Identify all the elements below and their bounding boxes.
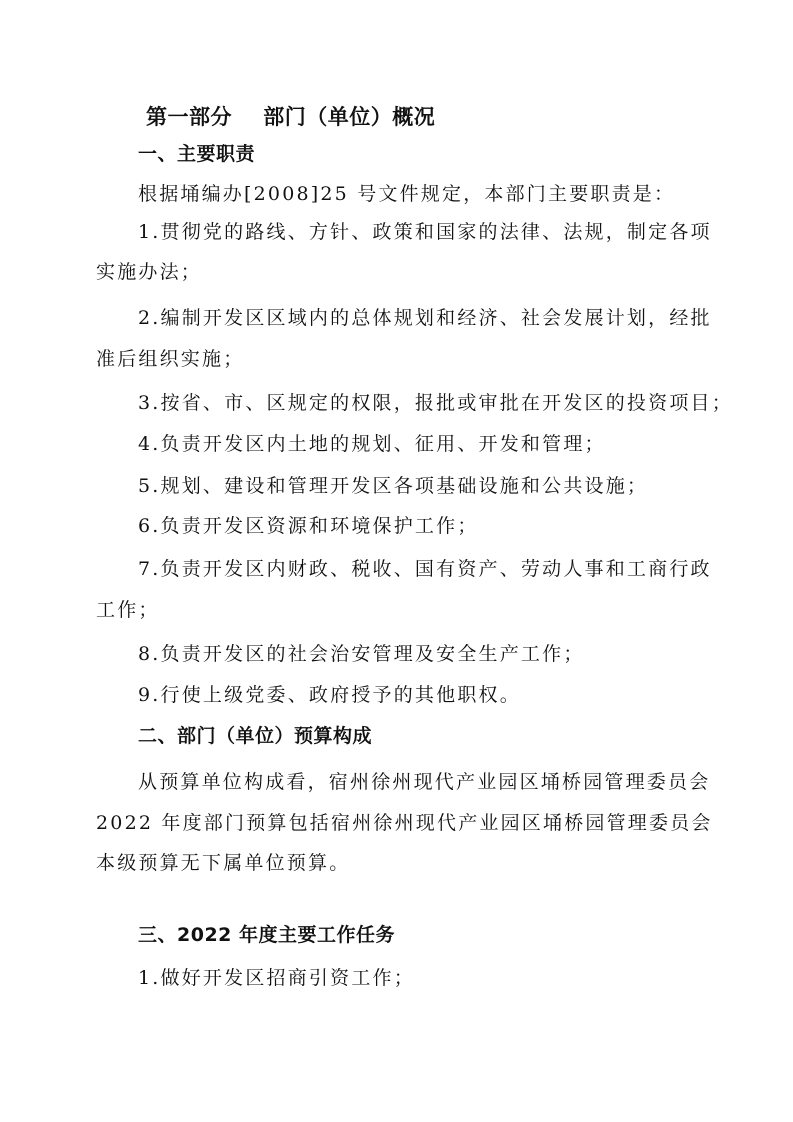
section-heading-budget-composition: 二、部门（单位）预算构成 [138,725,373,747]
duty-8: 8.负责开发区的社会治安管理及安全生产工作； [138,643,585,665]
duty-2-line-2: 准后组织实施； [96,348,245,370]
budget-composition-line-1: 从预算单位构成看，宿州徐州现代产业园区埇桥园管理委员会 [138,771,711,793]
duties-intro: 根据埇编办[2008]25 号文件规定，本部门主要职责是： [138,183,676,205]
duty-9: 9.行使上级党委、政府授予的其他职权。 [138,684,521,706]
page-title: 第一部分 部门（单位）概况 [146,105,436,129]
task-1: 1.做好开发区招商引资工作； [138,967,415,989]
duty-2-line-1: 2.编制开发区区域内的总体规划和经济、社会发展计划，经批 [138,307,712,329]
duty-1-line-2: 实施办法； [96,261,203,283]
budget-composition-line-2: 2022 年度部门预算包括宿州徐州现代产业园区埇桥园管理委员会 [96,812,713,834]
budget-composition-line-3: 本级预算无下属单位预算。 [96,852,351,874]
section-heading-main-tasks: 三、2022 年度主要工作任务 [138,924,395,946]
duty-3: 3.按省、市、区规定的权限，报批或审批在开发区的投资项目； [138,392,733,414]
section-heading-main-duties: 一、主要职责 [138,143,256,165]
duty-6: 6.负责开发区资源和环境保护工作； [138,515,479,537]
duty-4: 4.负责开发区内土地的规划、征用、开发和管理； [138,433,606,455]
duty-5: 5.规划、建设和管理开发区各项基础设施和公共设施； [138,475,649,497]
duty-7-line-2: 工作； [96,599,160,621]
duty-7-line-1: 7.负责开发区内财政、税收、国有资产、劳动人事和工商行政 [138,558,712,580]
duty-1-line-1: 1.贯彻党的路线、方针、政策和国家的法律、法规，制定各项 [138,221,712,243]
